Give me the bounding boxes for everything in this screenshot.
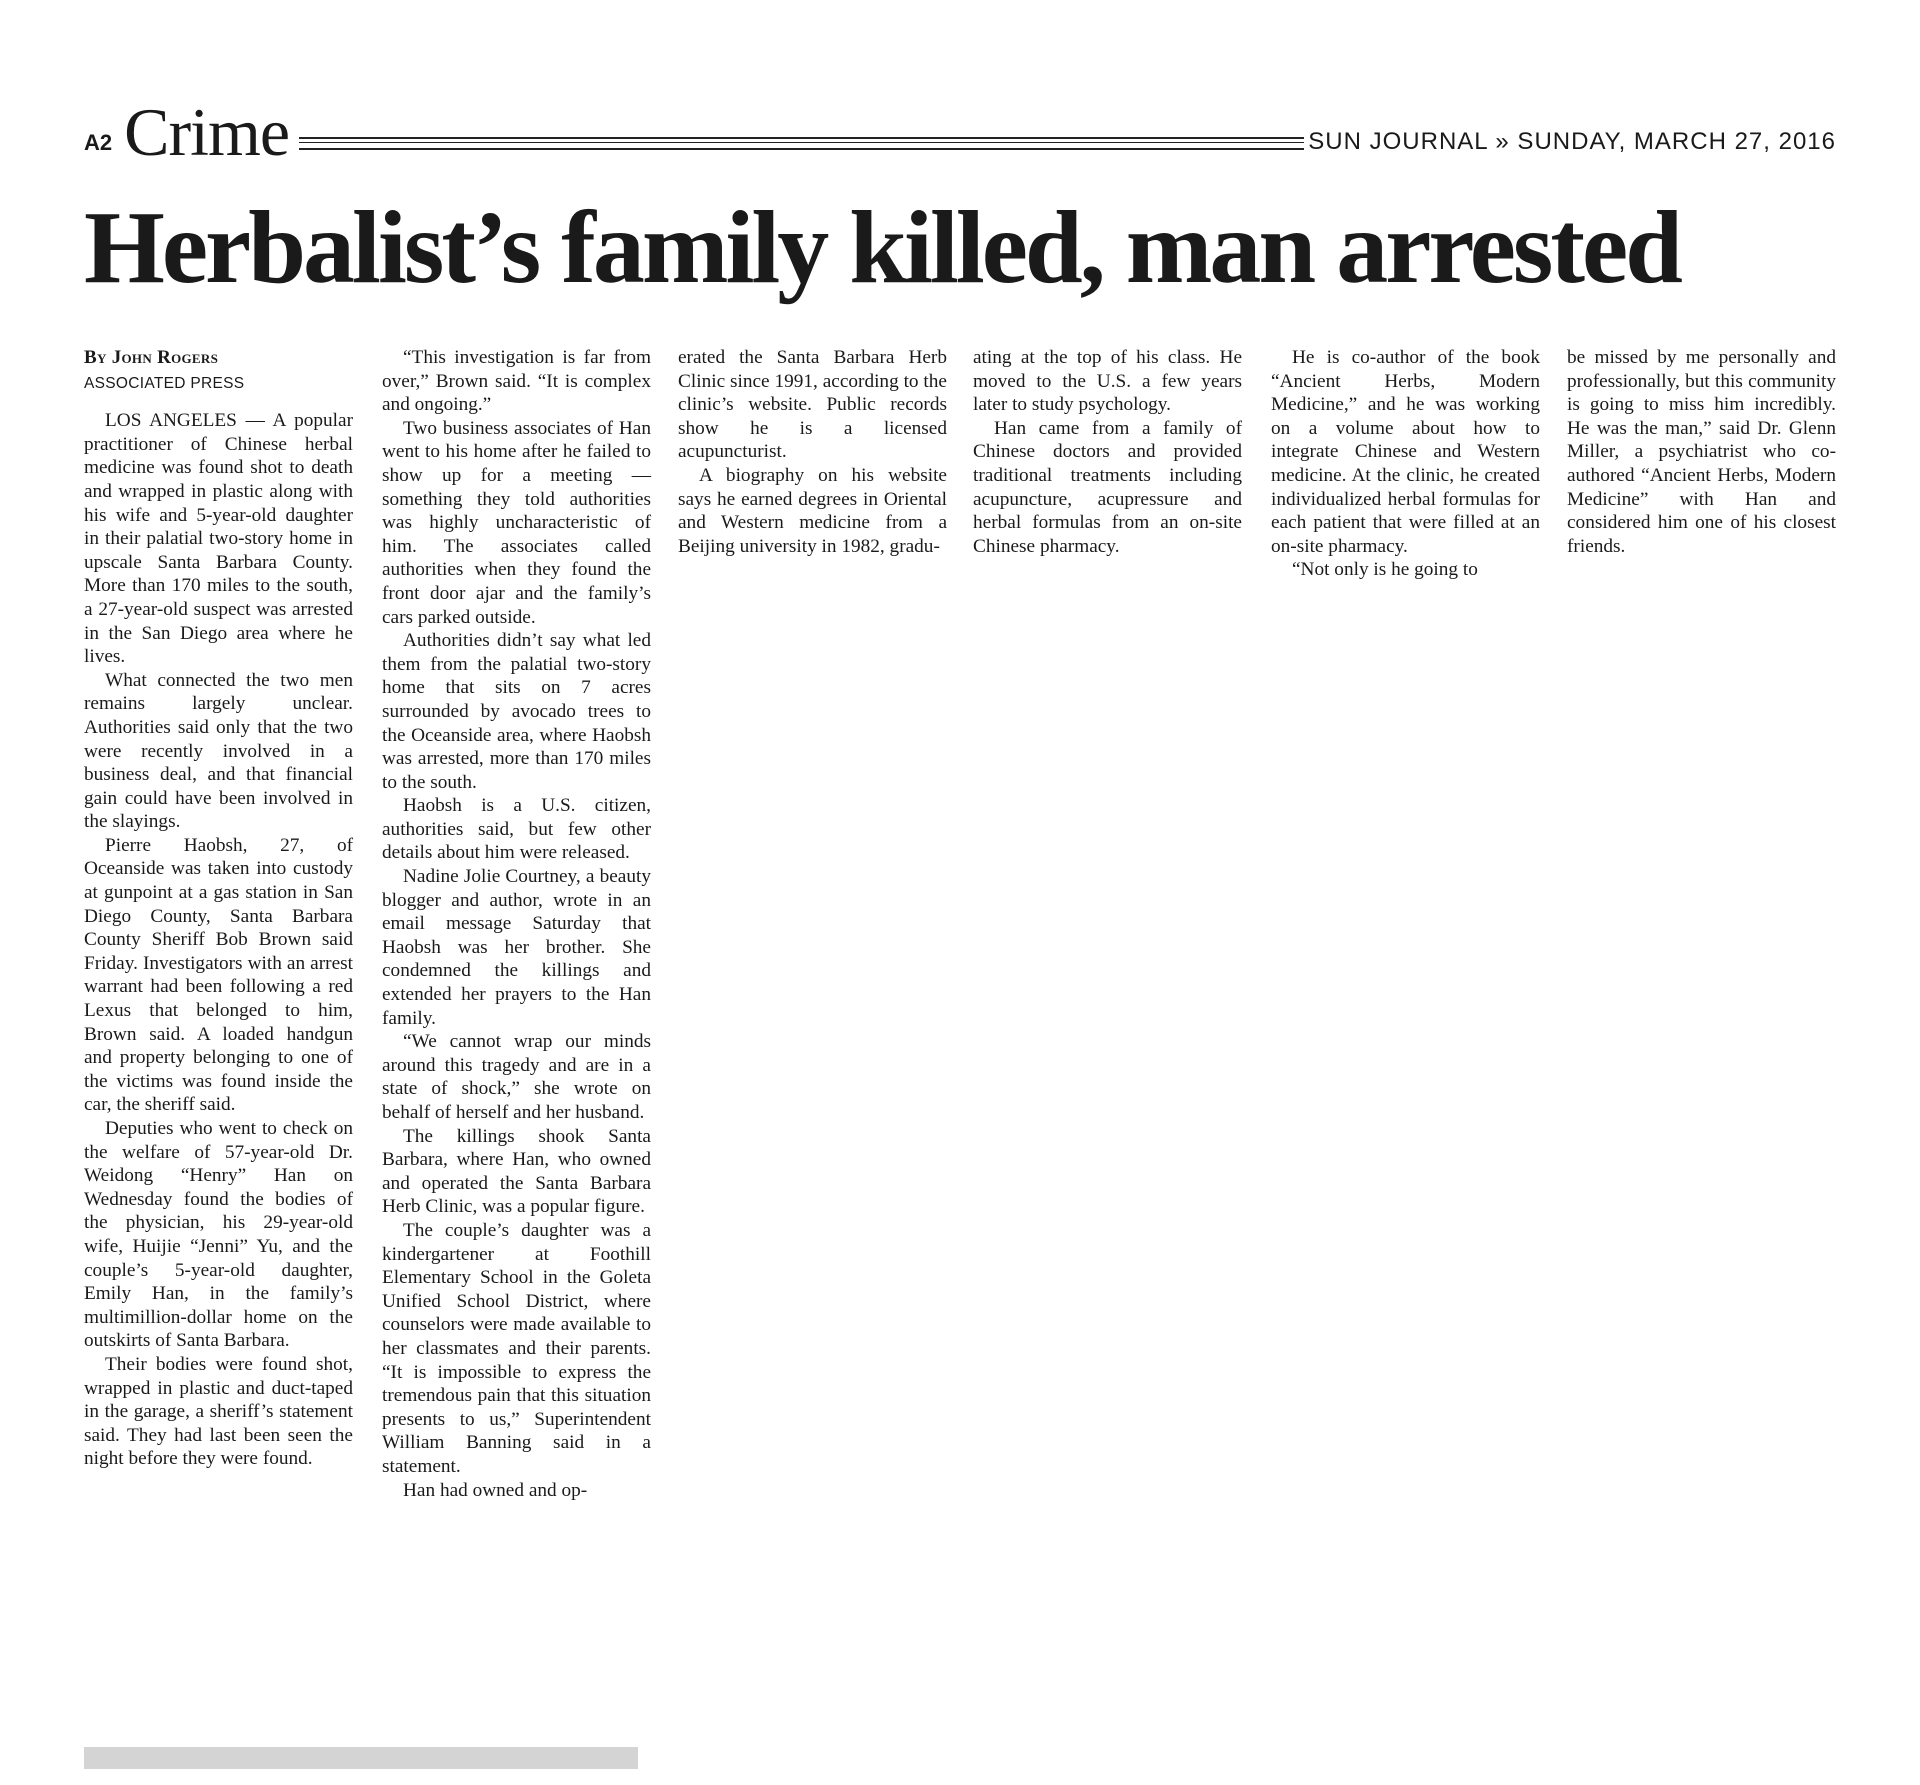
header-rule bbox=[299, 137, 1304, 150]
paragraph: Their bodies were found shot, wrapped in plastic and duct-taped in the garage, a sheriff’s statement said. They had last been seen the night before they were found. bbox=[84, 1353, 353, 1470]
paragraph: The killings shook Santa Barbara, where Han, who owned and operated the Santa Barbara Herb Clinic, was a popular figure. bbox=[382, 1125, 651, 1218]
paragraph: He is co-author of the book “Ancient Herbs, Modern Medicine,” and he was working on a volume about how to integrate Chinese and Western medicine. At the clinic, he created individualized herbal formulas for each patient that were filled at an on-site pharmacy. bbox=[1271, 347, 1540, 557]
paragraph: What connected the two men remains largely unclear. Authorities said only that the two were recently involved in a business deal, and that financial gain could have been involved in the slayings. bbox=[84, 669, 353, 833]
paragraph: Han had owned and op- bbox=[403, 1479, 588, 1501]
paragraph: LOS ANGELES — A popular practitioner of Chinese herbal medicine was found shot to death and wrapped in plastic along with his wife and 5-year-old daughter in their palatial two-story home in upscale Santa Barbara County. More than 170 miles to the south, a 27-year-old suspect was arrested in the San Diego area where he lives. bbox=[84, 410, 353, 668]
article-column-1 bbox=[84, 346, 353, 1471]
paragraph: Nadine Jolie Courtney, a beauty blogger and author, wrote in an email message Saturday that Haobsh was her brother. She condemned the killings and extended her prayers to the Han family. bbox=[382, 866, 651, 1029]
paragraph: “We cannot wrap our minds around this tragedy and are in a state of shock,” she wrote on behalf of herself and her husband. bbox=[382, 1031, 651, 1123]
article-column-6 bbox=[1567, 346, 1836, 558]
paragraph: The couple’s daughter was a kindergartener at Foothill Elementary School in the Goleta Unified School District, where counselors were made available to her classmates and their parents. “It is impossible to express the tremendous pain that this situation presents to us,” Superintendent William Banning said in a statement. bbox=[382, 1219, 651, 1477]
article-column-3 bbox=[678, 346, 947, 558]
section-title: Crime bbox=[124, 94, 290, 170]
page-header bbox=[84, 92, 1836, 170]
paragraph: Two business associates of Han went to his home after he failed to show up for a meeting — something they told authorities was highly uncharacteristic of him. The associates called authorities when they found the front door ajar and the family’s cars parked outside. bbox=[382, 417, 651, 628]
headline: Herbalist’s family killed, man arrested bbox=[84, 190, 1680, 305]
paragraph: “Not only is he going to bbox=[1292, 559, 1478, 581]
paragraph: erated the Santa Barbara Herb Clinic since 1991, according to the clinic’s website. Public records show he is a licensed acupuncturist. bbox=[678, 347, 947, 463]
article-column-5 bbox=[1271, 346, 1540, 582]
paragraph: ating at the top of his class. He moved to the U.S. a few years later to study psychology. bbox=[973, 347, 1242, 416]
article-column-2 bbox=[382, 346, 651, 1502]
paragraph: Haobsh is a U.S. citizen, authorities said, but few other details about him were released. bbox=[382, 795, 651, 864]
paragraph: Deputies who went to check on the welfare of 57-year-old Dr. Weidong “Henry” Han on Wednesday found the bodies of the physician, his 29-year-old wife, Huijie “Jenni” Yu, and the couple’s 5-year-old daughter, Emily Han, in the family’s multimillion-dollar home on the outskirts of Santa Barbara. bbox=[84, 1118, 353, 1352]
byline: By John Rogers bbox=[84, 347, 219, 368]
paragraph: Han came from a family of Chinese doctors and provided traditional treatments including acupuncture, acupressure and herbal formulas from an on-site Chinese pharmacy. bbox=[973, 417, 1242, 557]
dateline: SUN JOURNAL » SUNDAY, MARCH 27, 2016 bbox=[1308, 128, 1836, 155]
paragraph: “This investigation is far from over,” Brown said. “It is complex and ongoing.” bbox=[382, 347, 651, 416]
paragraph: A biography on his website says he earned degrees in Oriental and Western medicine from a Beijing university in 1982, gradu- bbox=[678, 464, 947, 557]
paragraph: Authorities didn’t say what led them from the palatial two-story home that sits on 7 acres surrounded by avocado trees to the Oceanside area, where Haobsh was arrested, more than 170 miles to the south. bbox=[382, 630, 651, 793]
article-column-4 bbox=[973, 346, 1242, 558]
wire-service: ASSOCIATED PRESS bbox=[84, 374, 245, 392]
paragraph: be missed by me personally and professionally, but this community is going to miss him incredibly. He was the man,” said Dr. Glenn Miller, a psychiatrist who co-authored “Ancient Herbs, Modern Medicine” with Han and considered him one of his closest friends. bbox=[1567, 347, 1836, 557]
footer-bar bbox=[84, 1747, 638, 1769]
paragraph: Pierre Haobsh, 27, of Oceanside was taken into custody at gunpoint at a gas station in San Diego County, Santa Barbara County Sheriff Bob Brown said Friday. Investigators with an arrest warrant had been following a red Lexus that belonged to him, Brown said. A loaded handgun and property belonging to one of the victims was found inside the car, the sheriff said. bbox=[84, 834, 353, 1116]
page-number: A2 bbox=[84, 130, 113, 155]
